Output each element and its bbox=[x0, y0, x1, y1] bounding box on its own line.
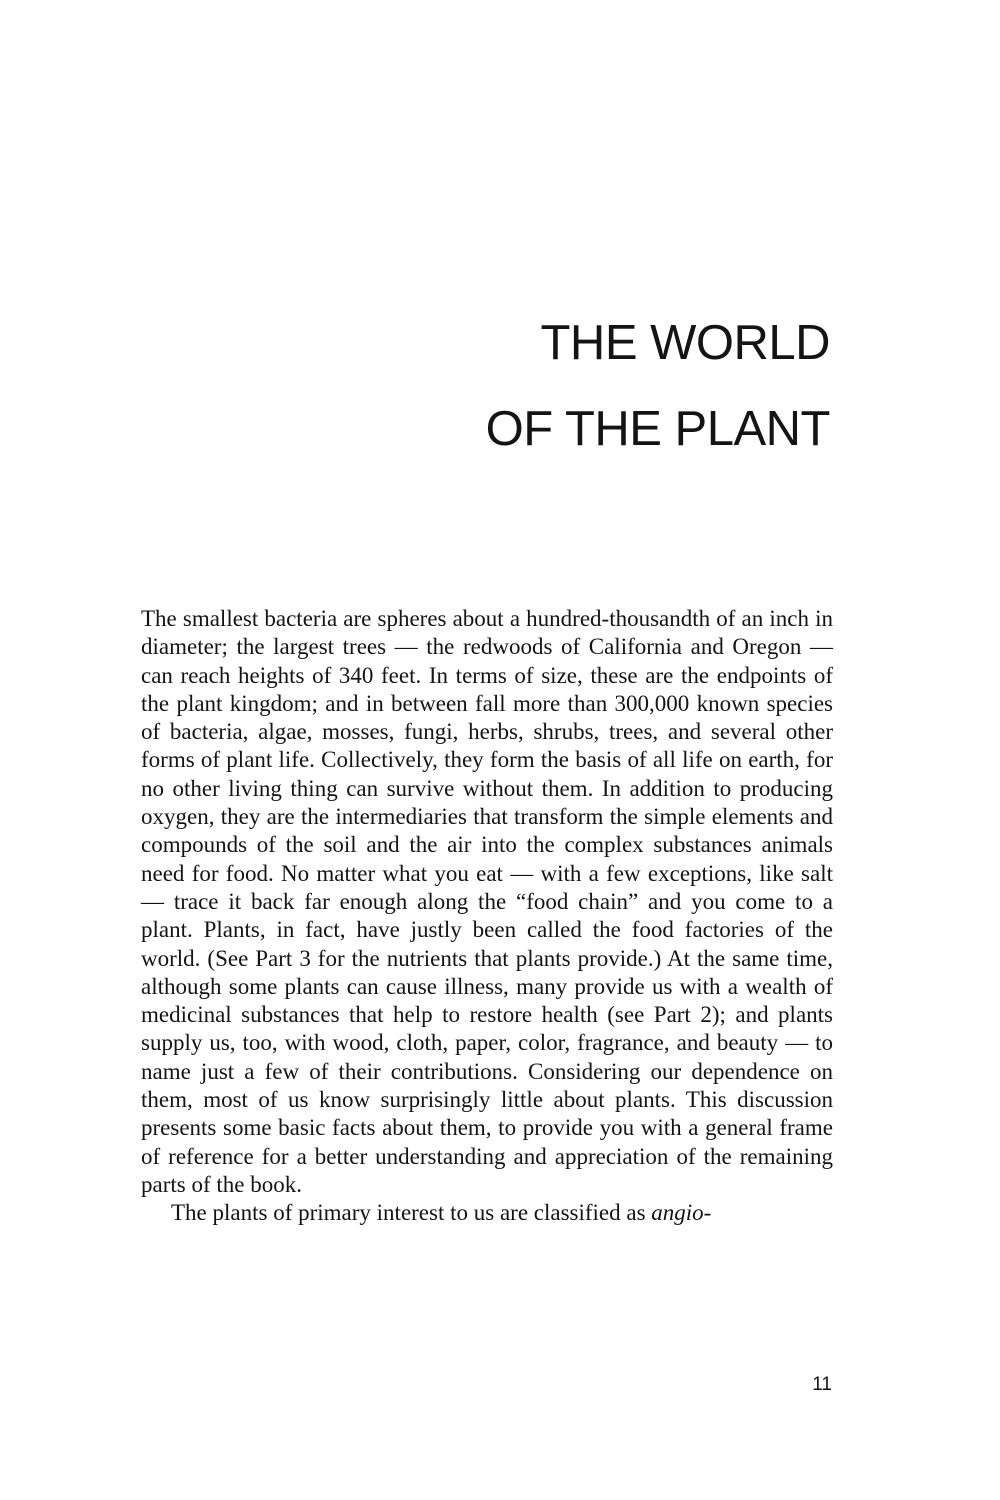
paragraph-2-italic: angio- bbox=[651, 1200, 712, 1226]
chapter-title-line-1: THE WORLD bbox=[540, 316, 830, 370]
body-text bbox=[141, 605, 833, 1228]
paragraph-2 bbox=[141, 1199, 833, 1227]
chapter-title-line-2: OF THE PLANT bbox=[485, 402, 830, 456]
paragraph-2-text: The plants of primary interest to us are classified as bbox=[171, 1200, 652, 1226]
page-number: 11 bbox=[812, 1374, 832, 1395]
chapter-title bbox=[310, 300, 830, 472]
paragraph-1: The smallest bacteria are spheres about a hundred-thousandth of an inch in diameter; the largest trees — the redwoods of California and Oregon — can reach heights of 340 feet. In terms of size, these are the endpoints of the plant kingdom; and in between fall more than 300,000 known species of bacteria, algae, mosses, fungi, herbs, shrubs, trees, and several other forms of plant life. Collectively, they form the basis of all life on earth, for no other living thing can survive without them. In addition to producing oxygen, they are the intermediaries that transform the simple elements and compounds of the soil and the air into the complex substances animals need for food. No matter what you eat — with a few exceptions, like salt — trace it back far enough along the “food chain” and you come to a plant. Plants, in fact, have justly been called the food factories of the world. (See Part 3 for the nutrients that plants provide.) At the same time, although some plants can cause illness, many provide us with a wealth of medicinal substances that help to restore health (see Part 2); and plants supply us, too, with wood, cloth, paper, color, fragrance, and beauty — to name just a few of their contributions. Considering our dependence on them, most of us know surprisingly little about plants. This discussion presents some basic facts about them, to provide you with a general frame of reference for a better understanding and appreciation of the remaining parts of the book. bbox=[141, 606, 833, 1197]
